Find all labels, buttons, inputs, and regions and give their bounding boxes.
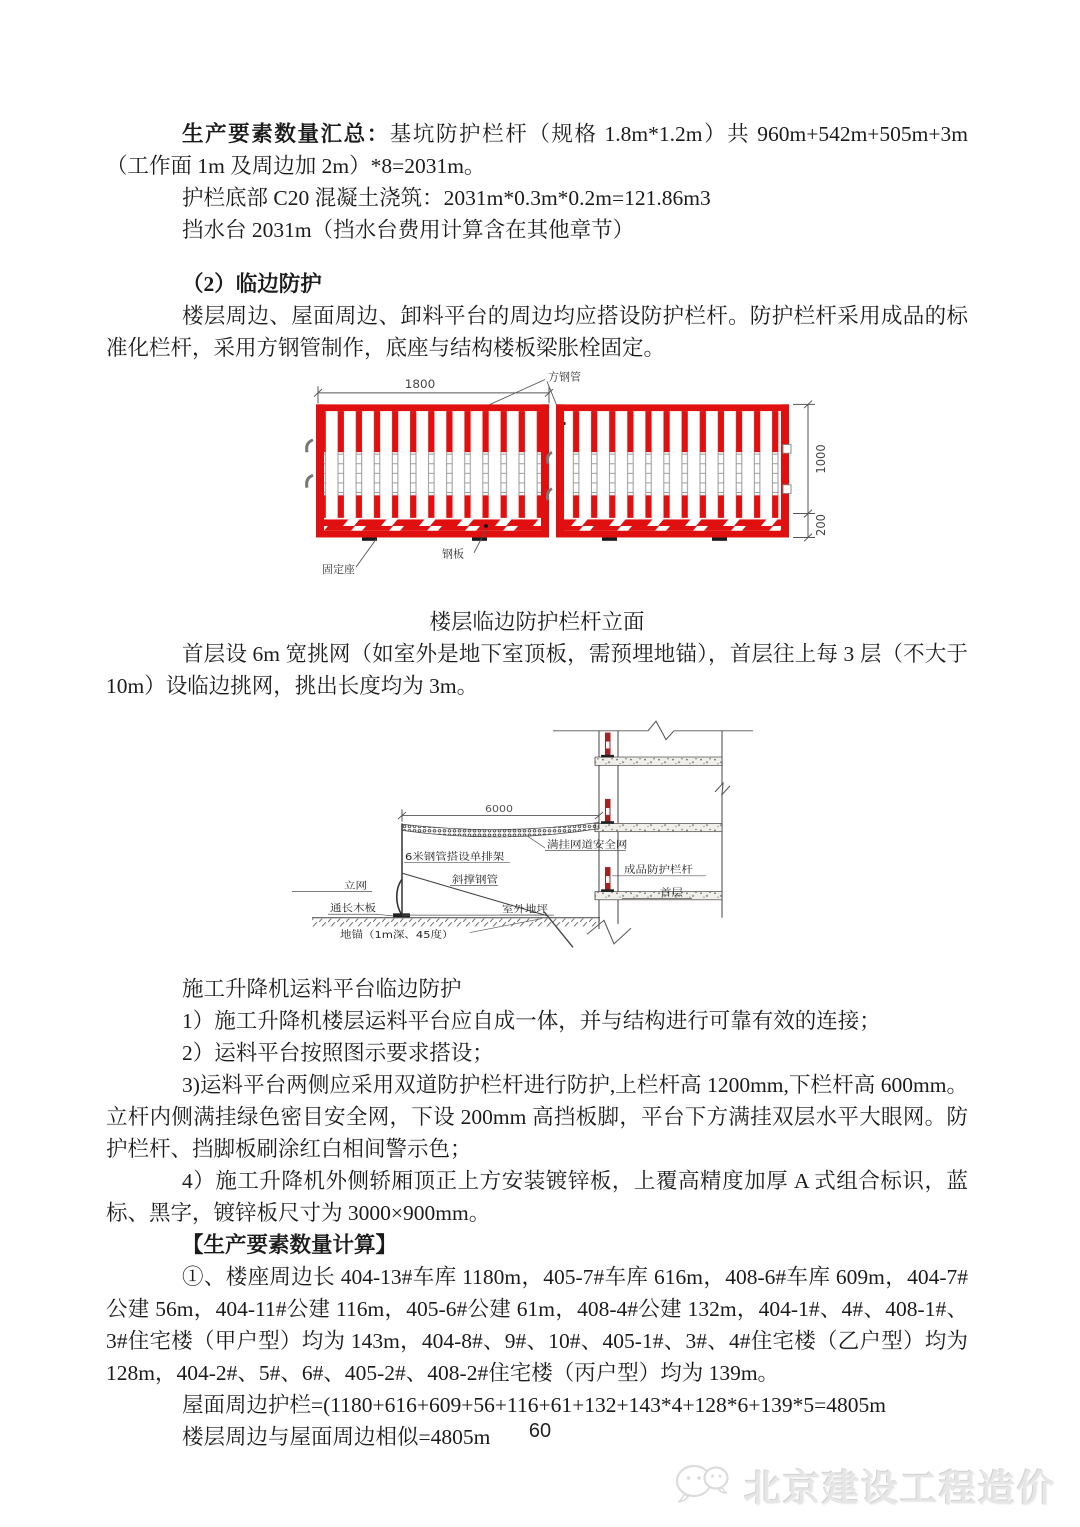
panel-tab [783, 485, 791, 494]
calc-item-3: 楼层周边与屋面周边相似=4805m [182, 1425, 491, 1449]
leader-dot [484, 524, 488, 528]
dimension-heights [793, 401, 815, 542]
water-platform-line: 挡水台 2031m（挡水台费用计算含在其他章节） [182, 218, 635, 242]
ground-hatch [312, 919, 600, 927]
safety-net [402, 823, 599, 837]
plank-label: 通长木板 [330, 902, 376, 915]
vertical-net-label: 立网 [344, 879, 367, 892]
concrete-line: 护栏底部 C20 混凝土浇筑：2031m*0.3m*0.2m=121.86m3 [182, 186, 711, 210]
square-tube-label: 方钢管 [548, 370, 581, 384]
wechat-bubbles-icon [672, 1461, 734, 1509]
page-number: 60 [528, 1420, 552, 1442]
panel-tab [783, 445, 791, 454]
dim-200-label: 200 [813, 514, 829, 536]
calc-item-1: ①、楼座周边长 404-13#车库 1180m，405-7#车库 616m，408-6#车库 609m，404-7#公建 56m，404-11#公建 116m，405-6#公建 61m，408-4#公建 132m，404-1#、4#、408-1#、3#住宅楼（甲户型）均为 143m，404-8#、9#、10#、405-1#、3#、4#住宅楼（乙户型）均为 128m，404-2#、5#、6#、405-2#、408-2#住宅楼（丙户型）均为 139m。 [106, 1265, 968, 1385]
platform-item-4: 4）施工升降机外侧轿厢顶正上方安装镀锌板，上覆高精度加厚 A 式组合标识，蓝标、黑字，镀锌板尺寸为 3000×900mm。 [106, 1169, 968, 1225]
platform-item-1: 1）施工升降机楼层运料平台应自成一体，并与结构进行可靠有效的连接； [182, 1009, 881, 1033]
product-railing-label: 成品防护栏杆 [624, 863, 693, 876]
fixing-base-label: 固定座 [322, 563, 355, 576]
scaffold-label: 6米钢管搭设单排架 [405, 850, 505, 863]
document-body [106, 118, 968, 1453]
figure-railing-elevation [296, 368, 968, 602]
anchor-label: 地锚（1m深、45度） [340, 928, 454, 941]
steel-plate-label: 钢板 [442, 547, 464, 561]
watermark-text: 北京建设工程造价 [744, 1468, 1056, 1509]
summary-text: 基坑防护栏杆（规格 1.8m*1.2m）共 960m+542m+505m+3m（工作面 1m 及周边加 2m）*8=2031m。 [106, 122, 968, 178]
first-floor-label: 首层 [660, 886, 683, 899]
vertical-net [397, 879, 402, 915]
fixing-base-leader [356, 539, 376, 567]
platform-item-2: 2）运料平台按照图示要求搭设； [182, 1041, 494, 1065]
floor-slabs [595, 757, 722, 900]
dim-1000-label: 1000 [813, 444, 829, 474]
edge-protection-drawing [292, 702, 982, 964]
ground-label: 室外地坪 [502, 903, 548, 916]
calc-item-2: 屋面周边护栏=(1180+616+609+56+116+61+132+143*4+128*6+139*5=4805m [182, 1393, 886, 1417]
ground-anchor-rod [544, 912, 573, 948]
net-paragraph: 首层设 6m 宽挑网（如室外是地下室顶板，需预埋地锚），首层往上每 3 层（不大于 10m）设临边挑网，挑出长度均为 3m。 [106, 642, 968, 698]
figure1-caption: 楼层临边防护栏杆立面 [429, 610, 645, 634]
watermark [672, 1458, 1056, 1512]
platform-title: 施工升降机运料平台临边防护 [182, 977, 462, 1001]
dim-1800-label: 1800 [404, 377, 436, 392]
building-structure [553, 721, 753, 944]
platform-item-3: 3)运料平台两侧应采用双道防护栏杆进行防护,上栏杆高 1200mm,下栏杆高 600mm。立杆内侧满挂绿色密目安全网，下设 200mm 高挡板脚，平台下方满挂双层水平大眼网。防护栏杆、挡脚板刷涂红白相间警示色； [106, 1073, 968, 1161]
railing-panel-right [556, 404, 789, 540]
diagonal-brace-label: 斜撑钢管 [452, 873, 498, 886]
railing-panel-left [316, 404, 549, 540]
summary-paragraph [106, 118, 968, 182]
calc-heading: 【生产要素数量计算】 [182, 1233, 398, 1257]
hanging-net-label: 满挂网道安全网 [547, 838, 628, 851]
section-heading: （2）临边防护 [182, 272, 322, 296]
figure-edge-protection-section [292, 702, 968, 973]
summary-lead: 生产要素数量汇总： [182, 122, 390, 146]
section-intro: 楼层周边、屋面周边、卸料平台的周边均应搭设防护栏杆。防护栏杆采用成品的标准化栏杆，采用方钢管制作，底座与结构楼板梁胀栓固定。 [106, 304, 968, 360]
railing-elevation-drawing [296, 368, 846, 593]
dim-6000-label: 6000 [485, 803, 513, 815]
